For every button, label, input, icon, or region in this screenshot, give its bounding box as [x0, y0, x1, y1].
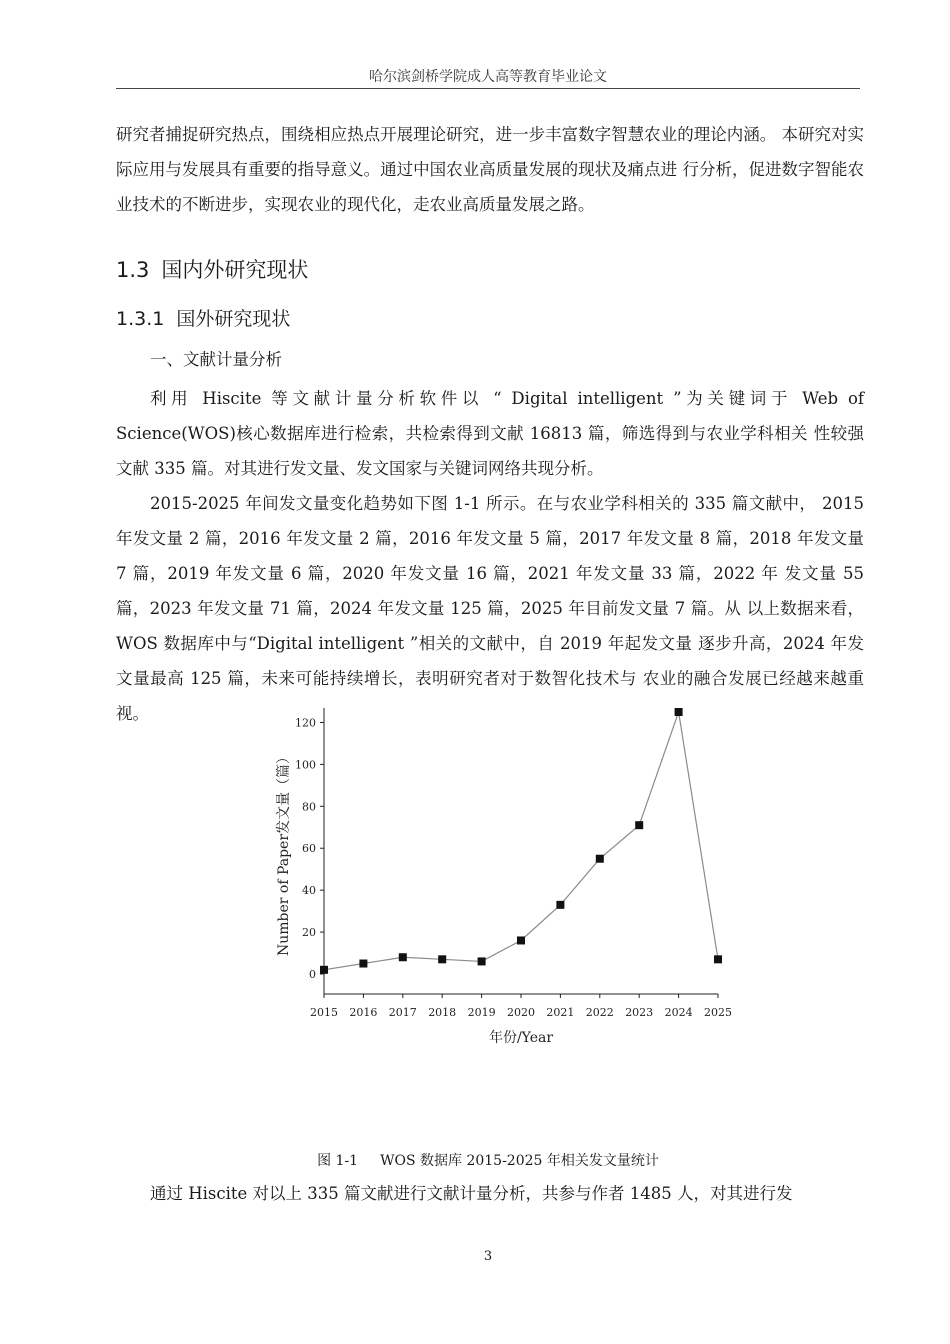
x-tick-label: 2021 — [546, 1006, 575, 1019]
x-tick-label: 2022 — [585, 1006, 614, 1019]
data-point — [320, 966, 328, 974]
page-number: 3 — [483, 1249, 493, 1264]
running-header: 哈尔滨剑桥学院成人高等教育毕业论文 — [369, 69, 607, 85]
paragraph-2: 利用 Hiscite 等文献计量分析软件以 “ Digital intelligent ”为关键词于 Web of Science(WOS)核心数据库进行检索，共检索得到文献 16813 篇，筛选得到与农业学科相关 性较强文献 335 篇。对其进行发文量、发文国家与关键词网络共现分析。 — [116, 389, 864, 478]
series-line — [324, 712, 718, 970]
x-axis-label: 年份/Year — [488, 1030, 554, 1046]
data-point — [556, 901, 564, 909]
y-tick-label: 100 — [295, 758, 316, 772]
y-axis-label: Number of Paper发文量（篇） — [276, 749, 292, 957]
x-tick-label: 2019 — [467, 1006, 496, 1019]
data-point — [596, 855, 604, 863]
figure-caption — [116, 1150, 860, 1170]
data-point — [635, 821, 643, 829]
subsection-number: 1.3.1 — [116, 308, 165, 330]
header-rule — [116, 88, 860, 89]
data-point — [359, 960, 367, 968]
data-point — [438, 955, 446, 963]
x-tick-label: 2025 — [704, 1006, 732, 1019]
y-tick-label: 120 — [295, 716, 316, 730]
paragraph-1: 研究者捕捉研究热点，围绕相应热点开展理论研究，进一步丰富数字智慧农业的理论内涵。 本研究对实际应用与发展具有重要的指导意义。通过中国农业高质量发展的现状及痛点进 行分析，促进数字智能农业技术的不断进步，实现农业的现代化，走农业高质量发展之路。 — [116, 125, 864, 214]
figure-chart — [268, 706, 768, 1056]
x-tick-label: 2018 — [428, 1006, 457, 1019]
data-point — [517, 936, 525, 944]
figure-label: 图 1-1 — [317, 1153, 359, 1169]
section-title: 国内外研究现状 — [161, 258, 309, 282]
data-point — [399, 953, 407, 961]
section-number: 1.3 — [116, 258, 150, 282]
section-heading — [116, 254, 308, 284]
x-tick-label: 2017 — [388, 1006, 417, 1019]
line-chart — [268, 706, 768, 1056]
y-tick-label: 60 — [302, 842, 316, 856]
figure-caption-text: WOS 数据库 2015-2025 年相关发文量统计 — [380, 1153, 659, 1169]
y-tick-label: 40 — [302, 884, 316, 898]
y-tick-label: 0 — [309, 968, 316, 981]
x-tick-label: 2016 — [349, 1006, 378, 1019]
paragraph-3: 2015-2025 年间发文量变化趋势如下图 1-1 所示。在与农业学科相关的 335 篇文献中， 2015 年发文量 2 篇，2016 年发文量 2 篇，2016 年发文量 5 篇，2017 年发文量 8 篇，2018 年发文量 7 篇，2019 年发文量 6 篇，2020 年发文量 16 篇，2021 年发文量 33 篇，2022 年 发文量 55 篇，2023 年发文量 71 篇，2024 年发文量 125 篇，2025 年目前发文量 7 篇。从 以上数据来看，WOS 数据库中与“Digital intelligent ”相关的文献中，自 2019 年起发文量 逐步升高，2024 年发文量最高 125 篇，未来可能持续增长，表明研究者对于数智化技术与 农业的融合发展已经越来越重视。 — [116, 494, 864, 723]
y-tick-label: 20 — [302, 926, 316, 940]
subsection-title: 国外研究现状 — [176, 308, 291, 330]
y-tick-label: 80 — [302, 800, 316, 814]
x-tick-label: 2015 — [310, 1006, 338, 1019]
x-tick-label: 2023 — [625, 1006, 654, 1019]
subheading: 一、文献计量分析 — [150, 350, 282, 369]
data-point — [714, 955, 722, 963]
data-point — [675, 708, 683, 716]
x-tick-label: 2020 — [507, 1006, 535, 1019]
data-point — [478, 957, 486, 965]
x-tick-label: 2024 — [664, 1006, 693, 1019]
subsection-heading — [116, 304, 290, 331]
paragraph-4: 通过 Hiscite 对以上 335 篇文献进行文献计量分析，共参与作者 1485 人，对其进行发 — [150, 1184, 793, 1203]
